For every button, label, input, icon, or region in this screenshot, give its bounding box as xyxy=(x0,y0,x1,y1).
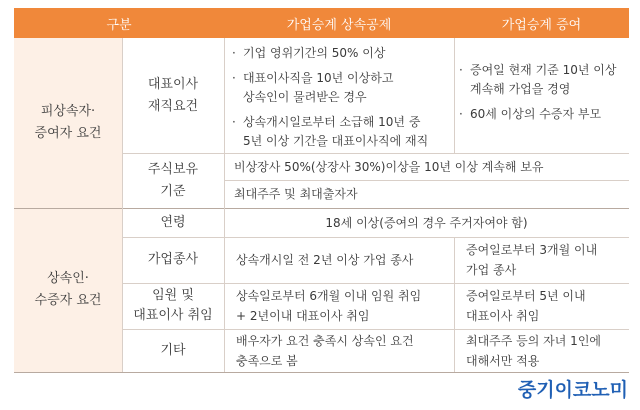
publisher-logo: 중기이코노미 xyxy=(517,379,628,401)
bullet-item: · 60세 이상의 수증자 부모 xyxy=(456,105,616,124)
row-label-business-engagement: 가업종사 xyxy=(147,252,199,267)
divider xyxy=(224,38,225,372)
category-heir-requirements: 상속인· 수증자 요건 xyxy=(14,208,122,372)
divider xyxy=(224,180,629,181)
header-inheritance-deduction: 가업승계 상속공제 xyxy=(224,8,454,38)
row-label-age: 연령 xyxy=(160,214,186,230)
bullet-item: · 대표이사직을 10년 이상하고 상속인이 물려받은 경우 xyxy=(229,69,454,107)
divider xyxy=(122,329,629,330)
divider xyxy=(122,153,629,154)
other-gift: 최대주주 등의 자녀 1인에 대해서만 적용 xyxy=(466,333,601,368)
ceo-tenure-gift xyxy=(456,38,629,153)
shareholding-line1: 비상장사 50%(상장사 30%)이상을 10년 이상 계속해 보유 xyxy=(234,159,544,174)
table-bottom-border xyxy=(14,372,629,373)
bullet-item: · 기업 영위기간의 50% 이상 xyxy=(229,44,454,63)
executive-appointment-inheritance: 상속일로부터 6개월 이내 임원 취임 + 2년이내 대표이사 취임 xyxy=(236,289,422,323)
shareholding-line2: 최대주주 및 최대출자자 xyxy=(234,187,358,201)
row-label-executive-appointment: 임원 및 대표이사 취임 xyxy=(133,288,213,323)
row-label-other: 기타 xyxy=(160,342,186,358)
divider xyxy=(122,283,629,284)
executive-appointment-gift: 증여일로부터 5년 이내 대표이사 취임 xyxy=(466,289,586,323)
bullet-item: · 증여일 현재 기준 10년 이상 계속해 가업을 경영 xyxy=(456,61,616,99)
row-label-shareholding: 주식보유 기준 xyxy=(147,161,199,199)
divider xyxy=(122,237,629,238)
section-divider xyxy=(14,208,629,209)
business-engagement-gift: 증여일로부터 3개월 이내 가업 종사 xyxy=(466,243,598,277)
divider xyxy=(122,38,123,372)
header-category: 구분 xyxy=(14,8,224,38)
bullet-item: · 상속개시일로부터 소급해 10년 중 5년 이상 기간을 대표이사직에 재직 xyxy=(229,113,454,151)
ceo-tenure-inheritance xyxy=(229,44,454,153)
divider xyxy=(454,38,455,153)
other-inheritance: 배우자가 요건 충족시 상속인 요건 충족으로 봄 xyxy=(236,333,414,368)
age-requirement: 18세 이상(증여의 경우 주거자여야 함) xyxy=(325,215,528,230)
row-label-ceo-tenure: 대표이사 재직요건 xyxy=(147,76,199,114)
category-donor-requirements: 피상속자· 증여자 요건 xyxy=(14,38,122,208)
header-gift: 가업승계 증여 xyxy=(454,8,629,38)
business-engagement-inheritance: 상속개시일 전 2년 이상 가업 종사 xyxy=(236,253,414,267)
divider xyxy=(454,237,455,372)
